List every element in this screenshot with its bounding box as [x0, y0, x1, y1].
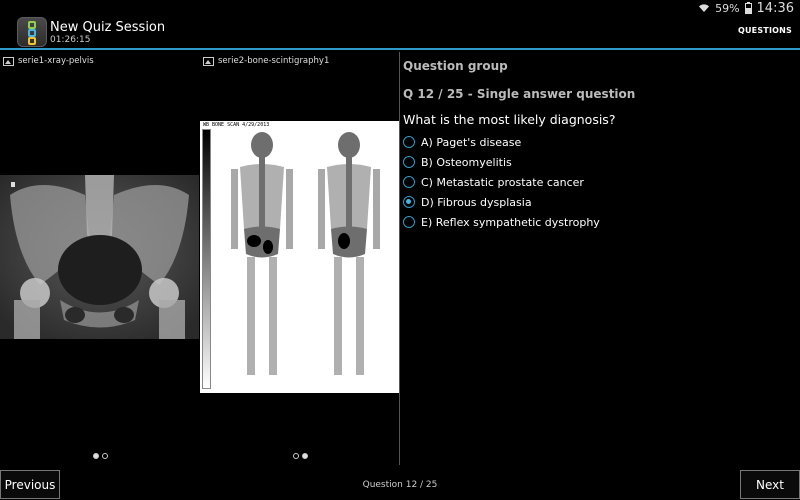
bottom-bar [0, 465, 800, 500]
image-pane-xray[interactable] [0, 52, 200, 465]
answer-label: A) Paget's disease [421, 135, 522, 149]
radio-button[interactable] [403, 176, 415, 188]
image-pane-header [3, 55, 94, 67]
question-text: What is the most likely diagnosis? [403, 112, 616, 127]
radio-button[interactable] [403, 136, 415, 148]
action-bar [0, 16, 800, 50]
answer-option-d[interactable] [403, 192, 600, 212]
session-timer: 01:26:15 [50, 35, 91, 45]
page-dot [102, 453, 108, 459]
clock: 14:36 [756, 0, 794, 16]
image-label: serie2-bone-scintigraphy1 [218, 56, 330, 66]
image-pane-scintigraphy[interactable] [200, 52, 400, 465]
page-dot [93, 453, 99, 459]
scan-scale-bar [202, 129, 211, 389]
app-title: New Quiz Session [50, 20, 166, 35]
answer-label: B) Osteomyelitis [421, 155, 512, 169]
next-button[interactable]: Next [740, 470, 800, 499]
answer-option-c[interactable] [403, 172, 600, 192]
question-group-label: Question group [403, 59, 508, 73]
page-dot [302, 453, 308, 459]
radio-button[interactable] [403, 216, 415, 228]
page-indicator [93, 453, 108, 459]
status-bar [0, 0, 800, 16]
wifi-icon [698, 3, 710, 13]
answer-option-e[interactable] [403, 212, 600, 232]
question-counter: Question 12 / 25 [362, 480, 438, 490]
answer-option-a[interactable] [403, 132, 600, 152]
image-label: serie1-xray-pelvis [18, 56, 94, 66]
image-icon [3, 57, 14, 66]
question-header: Q 12 / 25 - Single answer question [403, 87, 636, 101]
image-stack-icon [203, 57, 214, 66]
page-dot [293, 453, 299, 459]
battery-charging-icon [745, 2, 752, 14]
page-indicator [293, 453, 308, 459]
previous-button[interactable]: Previous [0, 470, 60, 499]
image-pane-header [203, 55, 329, 67]
bone-scan-image[interactable] [200, 121, 399, 393]
radio-button[interactable] [403, 156, 415, 168]
battery-percent: 59% [715, 1, 740, 15]
answer-label: C) Metastatic prostate cancer [421, 175, 584, 189]
xray-pelvis-image[interactable] [0, 175, 199, 339]
answer-option-b[interactable] [403, 152, 600, 172]
scan-header-text: WB BONE SCAN 4/29/2013 [203, 122, 270, 128]
answer-label: E) Reflex sympathetic dystrophy [421, 215, 600, 229]
radio-button-selected[interactable] [403, 196, 415, 208]
question-panel [400, 52, 800, 465]
questions-button[interactable]: QUESTIONS [737, 26, 792, 35]
skeleton-figures [214, 129, 396, 391]
quiz-checklist-icon[interactable] [17, 17, 47, 47]
answer-label: D) Fibrous dysplasia [421, 195, 532, 209]
answer-options [403, 132, 600, 232]
